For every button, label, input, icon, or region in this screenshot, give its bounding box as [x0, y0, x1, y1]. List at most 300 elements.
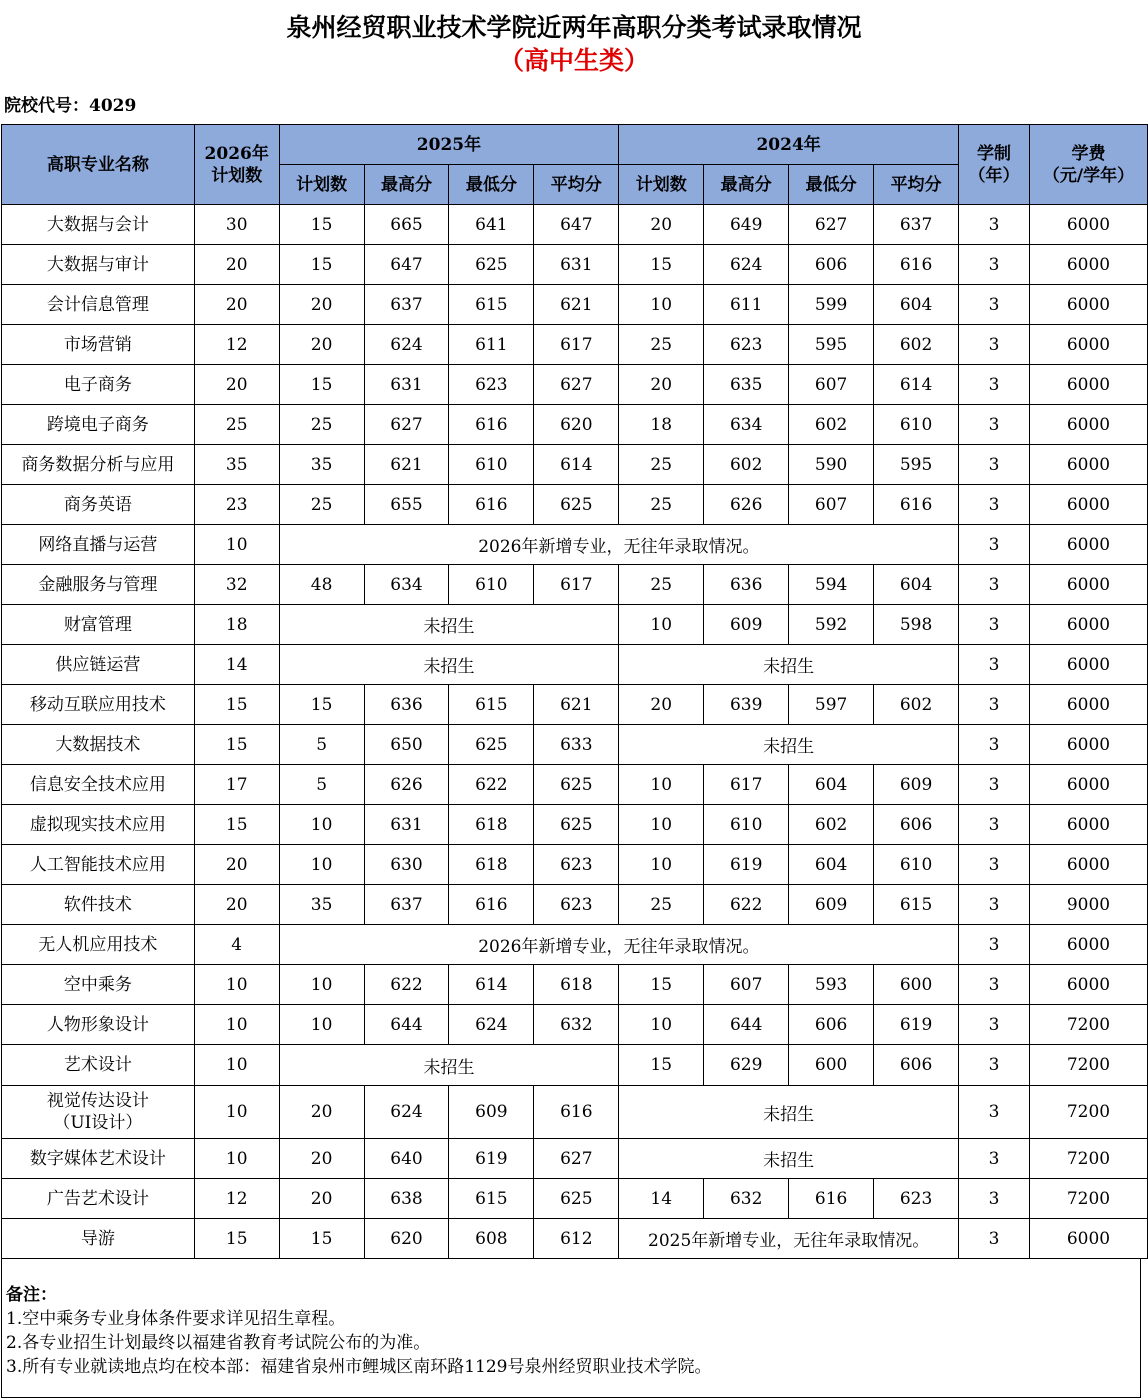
- table-row: [2, 725, 1148, 765]
- major-name: 艺术设计: [2, 1045, 195, 1086]
- fee-cell: 6000: [1029, 845, 1147, 885]
- 2024-min-cell: 607: [789, 485, 874, 525]
- 2025-max-cell: 622: [364, 965, 449, 1005]
- 2024-min-cell: 606: [789, 245, 874, 285]
- major-name: 人物形象设计: [2, 1005, 195, 1045]
- 2025-avg-cell: 620: [534, 405, 619, 445]
- page-title: 泉州经贸职业技术学院近两年高职分类考试录取情况: [286, 13, 862, 42]
- table-row: [2, 485, 1148, 525]
- duration-cell: 3: [959, 1219, 1030, 1259]
- major-name: 跨境电子商务: [2, 405, 195, 445]
- 2024-avg-cell: 610: [874, 845, 959, 885]
- 2024-avg-cell: 610: [874, 405, 959, 445]
- 2025-avg-cell: 625: [534, 1179, 619, 1219]
- 2025-min-cell: 615: [449, 285, 534, 325]
- plan-2026-cell: 20: [194, 285, 279, 325]
- 2024-max-cell: 649: [704, 205, 789, 245]
- header-fee: 学费 （元/学年）: [1029, 125, 1147, 205]
- fee-cell: 6000: [1029, 805, 1147, 845]
- table-row: [2, 525, 1148, 565]
- 2025-avg-cell: 623: [534, 885, 619, 925]
- 2024-min-cell: 607: [789, 365, 874, 405]
- 2024-plan-cell: 25: [619, 885, 704, 925]
- table-row: [2, 405, 1148, 445]
- fee-cell: 6000: [1029, 445, 1147, 485]
- 2025-avg-cell: 625: [534, 485, 619, 525]
- 2024-plan-cell: 18: [619, 405, 704, 445]
- fee-cell: 6000: [1029, 405, 1147, 445]
- 2025-max-cell: 631: [364, 365, 449, 405]
- not-enrolled-2024: 2025年新增专业，无往年录取情况。: [619, 1219, 959, 1259]
- 2024-plan-cell: 10: [619, 765, 704, 805]
- header-plan-2026: 2026年 计划数: [194, 125, 279, 205]
- 2024-plan-cell: 10: [619, 1005, 704, 1045]
- 2025-avg-cell: 617: [534, 565, 619, 605]
- fee-cell: 6000: [1029, 1219, 1147, 1259]
- 2025-plan-cell: 25: [279, 405, 364, 445]
- table-body: [2, 205, 1148, 1259]
- 2025-max-cell: 627: [364, 405, 449, 445]
- table-row: [2, 365, 1148, 405]
- fee-cell: 6000: [1029, 365, 1147, 405]
- 2024-plan-cell: 10: [619, 605, 704, 645]
- 2024-max-cell: 611: [704, 285, 789, 325]
- fee-cell: 7200: [1029, 1005, 1147, 1045]
- fee-cell: 7200: [1029, 1179, 1147, 1219]
- 2025-min-cell: 616: [449, 405, 534, 445]
- 2025-avg-cell: 625: [534, 765, 619, 805]
- 2024-min-cell: 604: [789, 765, 874, 805]
- 2025-max-cell: 665: [364, 205, 449, 245]
- 2024-plan-cell: 20: [619, 205, 704, 245]
- 2024-max-cell: 634: [704, 405, 789, 445]
- major-name: 人工智能技术应用: [2, 845, 195, 885]
- plan-2026-cell: 18: [194, 605, 279, 645]
- 2025-min-cell: 641: [449, 205, 534, 245]
- 2025-plan-cell: 10: [279, 845, 364, 885]
- 2024-max-cell: 639: [704, 685, 789, 725]
- 2024-avg-cell: 616: [874, 245, 959, 285]
- table-row: [2, 1219, 1148, 1259]
- fee-cell: 6000: [1029, 925, 1147, 965]
- 2024-min-cell: 600: [789, 1045, 874, 1086]
- 2024-max-cell: 635: [704, 365, 789, 405]
- 2025-max-cell: 644: [364, 1005, 449, 1045]
- major-name: 会计信息管理: [2, 285, 195, 325]
- 2025-plan-cell: 10: [279, 805, 364, 845]
- 2024-max-cell: 622: [704, 885, 789, 925]
- duration-cell: 3: [959, 925, 1030, 965]
- fee-cell: 6000: [1029, 725, 1147, 765]
- table-row: [2, 645, 1148, 685]
- 2025-plan-cell: 10: [279, 1005, 364, 1045]
- 2024-avg-cell: 595: [874, 445, 959, 485]
- 2025-avg-cell: 617: [534, 325, 619, 365]
- 2025-min-cell: 625: [449, 245, 534, 285]
- duration-cell: 3: [959, 845, 1030, 885]
- table-row: [2, 205, 1148, 245]
- 2025-avg-cell: 621: [534, 685, 619, 725]
- 2025-plan-cell: 15: [279, 245, 364, 285]
- major-name: 大数据与会计: [2, 205, 195, 245]
- 2024-plan-cell: 14: [619, 1179, 704, 1219]
- 2024-avg-cell: 602: [874, 325, 959, 365]
- 2025-min-cell: 618: [449, 845, 534, 885]
- note-line: 2.各专业招生计划最终以福建省教育考试院公布的为准。: [6, 1333, 431, 1353]
- duration-cell: 3: [959, 205, 1030, 245]
- 2024-min-cell: 602: [789, 805, 874, 845]
- table-row: [2, 565, 1148, 605]
- 2025-max-cell: 630: [364, 845, 449, 885]
- plan-2026-cell: 17: [194, 765, 279, 805]
- 2025-plan-cell: 35: [279, 885, 364, 925]
- 2024-min-cell: 602: [789, 405, 874, 445]
- 2024-min-cell: 590: [789, 445, 874, 485]
- fee-cell: 6000: [1029, 965, 1147, 1005]
- 2025-avg-cell: 612: [534, 1219, 619, 1259]
- fee-cell: 6000: [1029, 205, 1147, 245]
- plan-2026-cell: 10: [194, 1139, 279, 1179]
- 2024-avg-cell: 609: [874, 765, 959, 805]
- 2025-max-cell: 636: [364, 685, 449, 725]
- table-row: [2, 605, 1148, 645]
- 2025-max-cell: 634: [364, 565, 449, 605]
- 2024-min-cell: 593: [789, 965, 874, 1005]
- table-row: [2, 925, 1148, 965]
- plan-2026-cell: 15: [194, 725, 279, 765]
- 2024-max-cell: 644: [704, 1005, 789, 1045]
- 2025-min-cell: 616: [449, 885, 534, 925]
- notes-box: [1, 1258, 1141, 1398]
- header-2024: 2024年: [619, 125, 959, 165]
- major-name: 大数据与审计: [2, 245, 195, 285]
- fee-cell: 6000: [1029, 605, 1147, 645]
- table-row: [2, 1179, 1148, 1219]
- 2024-min-cell: 609: [789, 885, 874, 925]
- fee-cell: 6000: [1029, 525, 1147, 565]
- header-2025-avg: 平均分: [534, 165, 619, 205]
- plan-2026-cell: 14: [194, 645, 279, 685]
- major-name: 信息安全技术应用: [2, 765, 195, 805]
- plan-2026-cell: 10: [194, 1086, 279, 1139]
- 2025-plan-cell: 5: [279, 725, 364, 765]
- 2025-max-cell: 637: [364, 885, 449, 925]
- 2024-max-cell: 629: [704, 1045, 789, 1086]
- 2025-min-cell: 614: [449, 965, 534, 1005]
- 2025-plan-cell: 48: [279, 565, 364, 605]
- 2025-max-cell: 626: [364, 765, 449, 805]
- 2024-plan-cell: 15: [619, 965, 704, 1005]
- 2024-max-cell: 607: [704, 965, 789, 1005]
- plan-2026-cell: 15: [194, 1219, 279, 1259]
- 2025-avg-cell: 647: [534, 205, 619, 245]
- 2025-avg-cell: 623: [534, 845, 619, 885]
- table-row: [2, 885, 1148, 925]
- major-name: 视觉传达设计 （UI设计）: [2, 1086, 195, 1139]
- admission-table: [1, 124, 1148, 1259]
- 2025-min-cell: 616: [449, 485, 534, 525]
- not-enrolled-2024: 未招生: [619, 645, 959, 685]
- table-row: [2, 1045, 1148, 1086]
- plan-2026-cell: 10: [194, 525, 279, 565]
- 2024-max-cell: 624: [704, 245, 789, 285]
- 2025-max-cell: 624: [364, 1086, 449, 1139]
- plan-2026-cell: 20: [194, 885, 279, 925]
- 2025-plan-cell: 20: [279, 325, 364, 365]
- 2024-plan-cell: 25: [619, 485, 704, 525]
- table-row: [2, 1086, 1148, 1139]
- page-subtitle: （高中生类）: [498, 46, 649, 75]
- not-enrolled-2024: 未招生: [619, 725, 959, 765]
- duration-cell: 3: [959, 885, 1030, 925]
- 2025-min-cell: 610: [449, 565, 534, 605]
- 2024-max-cell: 623: [704, 325, 789, 365]
- major-name: 广告艺术设计: [2, 1179, 195, 1219]
- duration-cell: 3: [959, 445, 1030, 485]
- fee-cell: 9000: [1029, 885, 1147, 925]
- plan-2026-cell: 10: [194, 1045, 279, 1086]
- header-2024-max: 最高分: [704, 165, 789, 205]
- major-name: 移动互联应用技术: [2, 685, 195, 725]
- major-name: 空中乘务: [2, 965, 195, 1005]
- not-enrolled-2025: 未招生: [279, 1045, 619, 1086]
- 2025-min-cell: 608: [449, 1219, 534, 1259]
- 2024-plan-cell: 25: [619, 445, 704, 485]
- 2024-min-cell: 604: [789, 845, 874, 885]
- plan-2026-cell: 12: [194, 325, 279, 365]
- duration-cell: 3: [959, 1045, 1030, 1086]
- header-2024-plan: 计划数: [619, 165, 704, 205]
- 2025-plan-cell: 20: [279, 285, 364, 325]
- 2024-plan-cell: 25: [619, 325, 704, 365]
- note-line: 3.所有专业就读地点均在校本部：福建省泉州市鲤城区南环路1129号泉州经贸职业技术学院。: [6, 1357, 712, 1377]
- 2025-min-cell: 618: [449, 805, 534, 845]
- 2025-max-cell: 647: [364, 245, 449, 285]
- 2025-avg-cell: 614: [534, 445, 619, 485]
- 2024-avg-cell: 606: [874, 1045, 959, 1086]
- fee-cell: 6000: [1029, 565, 1147, 605]
- 2024-max-cell: 617: [704, 765, 789, 805]
- major-name: 商务数据分析与应用: [2, 445, 195, 485]
- 2024-avg-cell: 604: [874, 285, 959, 325]
- 2024-max-cell: 626: [704, 485, 789, 525]
- 2024-avg-cell: 614: [874, 365, 959, 405]
- table-row: [2, 285, 1148, 325]
- 2024-plan-cell: 25: [619, 565, 704, 605]
- 2024-min-cell: 606: [789, 1005, 874, 1045]
- 2024-avg-cell: 606: [874, 805, 959, 845]
- not-enrolled-2025: 未招生: [279, 605, 619, 645]
- header-2025-min: 最低分: [449, 165, 534, 205]
- duration-cell: 3: [959, 725, 1030, 765]
- major-name: 虚拟现实技术应用: [2, 805, 195, 845]
- 2024-min-cell: 627: [789, 205, 874, 245]
- 2025-max-cell: 624: [364, 325, 449, 365]
- table-row: [2, 845, 1148, 885]
- duration-cell: 3: [959, 245, 1030, 285]
- plan-2026-cell: 4: [194, 925, 279, 965]
- 2025-avg-cell: 621: [534, 285, 619, 325]
- duration-cell: 3: [959, 965, 1030, 1005]
- 2025-avg-cell: 618: [534, 965, 619, 1005]
- major-name: 供应链运营: [2, 645, 195, 685]
- plan-2026-cell: 25: [194, 405, 279, 445]
- duration-cell: 3: [959, 1179, 1030, 1219]
- major-name: 金融服务与管理: [2, 565, 195, 605]
- 2024-avg-cell: 615: [874, 885, 959, 925]
- school-code: 院校代号：4029: [4, 96, 137, 116]
- plan-2026-cell: 20: [194, 365, 279, 405]
- fee-cell: 7200: [1029, 1086, 1147, 1139]
- 2025-avg-cell: 633: [534, 725, 619, 765]
- table-row: [2, 685, 1148, 725]
- header-major: 高职专业名称: [2, 125, 195, 205]
- 2025-min-cell: 610: [449, 445, 534, 485]
- header-2025: 2025年: [279, 125, 619, 165]
- major-name: 电子商务: [2, 365, 195, 405]
- header-2024-avg: 平均分: [874, 165, 959, 205]
- 2025-avg-cell: 627: [534, 1139, 619, 1179]
- 2024-min-cell: 595: [789, 325, 874, 365]
- 2024-avg-cell: 637: [874, 205, 959, 245]
- 2025-min-cell: 619: [449, 1139, 534, 1179]
- fee-cell: 6000: [1029, 285, 1147, 325]
- fee-cell: 6000: [1029, 685, 1147, 725]
- 2024-avg-cell: 600: [874, 965, 959, 1005]
- table-row: [2, 325, 1148, 365]
- 2024-min-cell: 592: [789, 605, 874, 645]
- fee-cell: 6000: [1029, 485, 1147, 525]
- 2024-min-cell: 597: [789, 685, 874, 725]
- 2025-max-cell: 650: [364, 725, 449, 765]
- duration-cell: 3: [959, 685, 1030, 725]
- 2024-min-cell: 599: [789, 285, 874, 325]
- duration-cell: 3: [959, 605, 1030, 645]
- major-name: 软件技术: [2, 885, 195, 925]
- table-row: [2, 245, 1148, 285]
- header-2025-max: 最高分: [364, 165, 449, 205]
- fee-cell: 6000: [1029, 645, 1147, 685]
- header-duration: 学制 （年）: [959, 125, 1030, 205]
- 2024-max-cell: 632: [704, 1179, 789, 1219]
- major-name: 网络直播与运营: [2, 525, 195, 565]
- table-row: [2, 445, 1148, 485]
- 2024-plan-cell: 10: [619, 805, 704, 845]
- fee-cell: 6000: [1029, 765, 1147, 805]
- table-row: [2, 1005, 1148, 1045]
- 2024-max-cell: 602: [704, 445, 789, 485]
- major-name: 大数据技术: [2, 725, 195, 765]
- 2024-avg-cell: 619: [874, 1005, 959, 1045]
- duration-cell: 3: [959, 285, 1030, 325]
- 2025-avg-cell: 632: [534, 1005, 619, 1045]
- duration-cell: 3: [959, 645, 1030, 685]
- 2025-max-cell: 620: [364, 1219, 449, 1259]
- 2025-avg-cell: 631: [534, 245, 619, 285]
- fee-cell: 6000: [1029, 325, 1147, 365]
- 2024-avg-cell: 602: [874, 685, 959, 725]
- plan-2026-cell: 12: [194, 1179, 279, 1219]
- not-enrolled-2024: 未招生: [619, 1086, 959, 1139]
- 2025-max-cell: 621: [364, 445, 449, 485]
- 2025-plan-cell: 15: [279, 1219, 364, 1259]
- duration-cell: 3: [959, 365, 1030, 405]
- 2025-avg-cell: 625: [534, 805, 619, 845]
- 2025-plan-cell: 25: [279, 485, 364, 525]
- 2025-min-cell: 615: [449, 1179, 534, 1219]
- 2025-plan-cell: 5: [279, 765, 364, 805]
- plan-2026-cell: 20: [194, 245, 279, 285]
- header-2025-plan: 计划数: [279, 165, 364, 205]
- notes-title: 备注：: [6, 1285, 57, 1305]
- major-name: 财富管理: [2, 605, 195, 645]
- 2024-max-cell: 610: [704, 805, 789, 845]
- plan-2026-cell: 15: [194, 805, 279, 845]
- 2024-avg-cell: 598: [874, 605, 959, 645]
- not-enrolled-2025: 未招生: [279, 645, 619, 685]
- duration-cell: 3: [959, 485, 1030, 525]
- 2024-plan-cell: 10: [619, 285, 704, 325]
- plan-2026-cell: 10: [194, 1005, 279, 1045]
- fee-cell: 7200: [1029, 1045, 1147, 1086]
- 2024-plan-cell: 15: [619, 245, 704, 285]
- plan-2026-cell: 35: [194, 445, 279, 485]
- 2024-avg-cell: 604: [874, 565, 959, 605]
- no-history-note: 2026年新增专业，无往年录取情况。: [279, 525, 958, 565]
- 2025-plan-cell: 20: [279, 1179, 364, 1219]
- 2024-plan-cell: 20: [619, 365, 704, 405]
- 2025-plan-cell: 20: [279, 1086, 364, 1139]
- duration-cell: 3: [959, 1139, 1030, 1179]
- duration-cell: 3: [959, 1086, 1030, 1139]
- note-line: 1.空中乘务专业身体条件要求详见招生章程。: [6, 1309, 346, 1329]
- 2025-min-cell: 622: [449, 765, 534, 805]
- plan-2026-cell: 23: [194, 485, 279, 525]
- 2025-min-cell: 625: [449, 725, 534, 765]
- major-name: 商务英语: [2, 485, 195, 525]
- no-history-note: 2026年新增专业，无往年录取情况。: [279, 925, 958, 965]
- 2024-max-cell: 609: [704, 605, 789, 645]
- not-enrolled-2024: 未招生: [619, 1139, 959, 1179]
- 2024-max-cell: 636: [704, 565, 789, 605]
- major-name: 市场营销: [2, 325, 195, 365]
- 2024-avg-cell: 623: [874, 1179, 959, 1219]
- header-2024-min: 最低分: [789, 165, 874, 205]
- 2025-min-cell: 623: [449, 365, 534, 405]
- 2025-min-cell: 609: [449, 1086, 534, 1139]
- 2025-plan-cell: 10: [279, 965, 364, 1005]
- table-row: [2, 1139, 1148, 1179]
- 2025-min-cell: 615: [449, 685, 534, 725]
- plan-2026-cell: 20: [194, 845, 279, 885]
- 2025-avg-cell: 616: [534, 1086, 619, 1139]
- 2025-plan-cell: 15: [279, 685, 364, 725]
- fee-cell: 7200: [1029, 1139, 1147, 1179]
- major-name: 无人机应用技术: [2, 925, 195, 965]
- 2024-max-cell: 619: [704, 845, 789, 885]
- 2024-plan-cell: 20: [619, 685, 704, 725]
- table-row: [2, 765, 1148, 805]
- table-row: [2, 805, 1148, 845]
- duration-cell: 3: [959, 325, 1030, 365]
- 2025-plan-cell: 20: [279, 1139, 364, 1179]
- duration-cell: 3: [959, 1005, 1030, 1045]
- duration-cell: 3: [959, 525, 1030, 565]
- 2024-plan-cell: 10: [619, 845, 704, 885]
- plan-2026-cell: 30: [194, 205, 279, 245]
- plan-2026-cell: 10: [194, 965, 279, 1005]
- plan-2026-cell: 32: [194, 565, 279, 605]
